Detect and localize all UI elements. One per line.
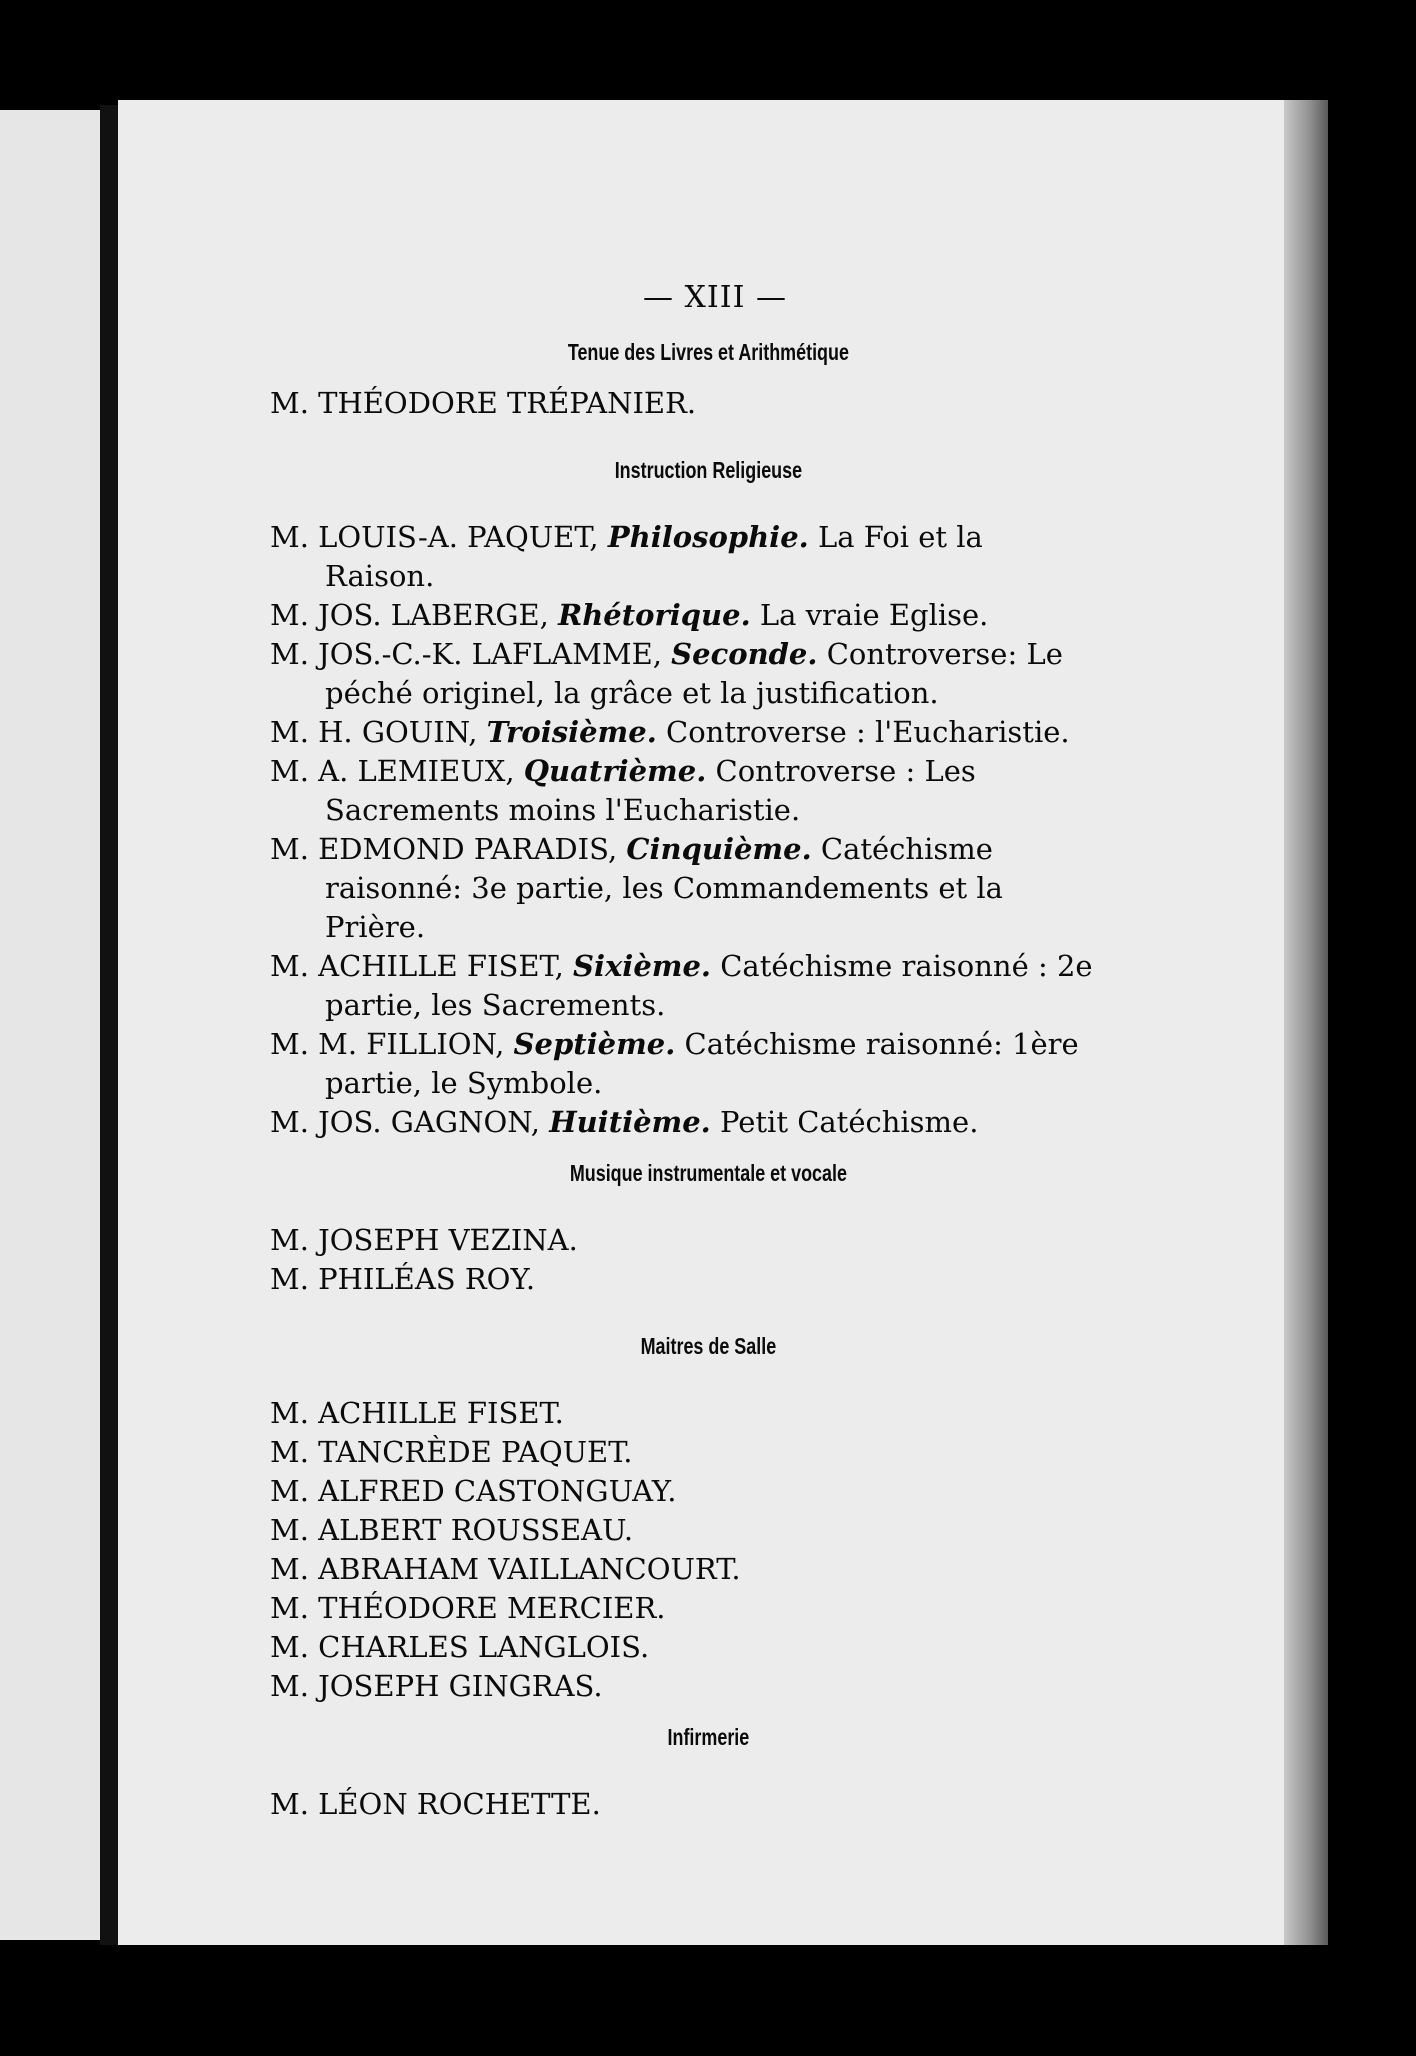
staff-entry — [270, 1589, 1100, 1628]
section-heading-bookkeeping: Tenue des Livres et Arithmétique — [567, 339, 849, 365]
staff-entry — [270, 1628, 1100, 1667]
staff-entry — [270, 1394, 1100, 1433]
staff-entry — [270, 1260, 1100, 1299]
staff-name: M. JOSEPH VEZINA. — [270, 1223, 578, 1257]
course-topic: Catéchisme raisonné: 3e partie, les Commandements et la Prière. — [325, 832, 1003, 944]
class-level: Huitième. — [549, 1105, 711, 1139]
staff-name: M. H. GOUIN, — [270, 715, 478, 749]
course-topic: La vraie Eglise. — [759, 598, 989, 632]
staff-name: M. JOS.-C.-K. LAFLAMME, — [270, 637, 662, 671]
staff-name: M. PHILÉAS ROY. — [270, 1262, 536, 1296]
class-level: Rhétorique. — [558, 598, 751, 632]
staff-entry — [270, 1433, 1100, 1472]
staff-name: M. ALFRED CASTONGUAY. — [270, 1474, 677, 1508]
staff-entry — [270, 1511, 1100, 1550]
section-heading-religion: Instruction Religieuse — [614, 457, 803, 483]
course-topic: Catéchisme raisonné : 2e partie, les Sacrements. — [325, 949, 1093, 1022]
staff-entry — [270, 713, 1100, 752]
staff-entry — [270, 384, 1100, 423]
staff-name: M. M. FILLION, — [270, 1027, 505, 1061]
staff-name: M. TANCRÈDE PAQUET. — [270, 1435, 633, 1469]
class-level: Philosophie. — [607, 520, 809, 554]
staff-entry — [270, 1103, 1100, 1142]
class-level: Cinquième. — [626, 832, 812, 866]
scan-border — [1328, 0, 1416, 2056]
staff-entry — [270, 1472, 1100, 1511]
class-level: Septième. — [513, 1027, 676, 1061]
staff-entry — [270, 1025, 1100, 1103]
staff-entry — [270, 1550, 1100, 1589]
staff-name: M. JOSEPH GINGRAS. — [270, 1669, 603, 1703]
staff-name: M. ALBERT ROUSSEAU. — [270, 1513, 634, 1547]
staff-entry — [270, 635, 1100, 713]
staff-entry — [270, 1785, 1100, 1824]
book-spine — [100, 105, 118, 1945]
page-content — [270, 280, 1100, 1824]
staff-name: M. EDMOND PARADIS, — [270, 832, 618, 866]
staff-entry — [270, 596, 1100, 635]
page-number: — XIII — — [643, 280, 787, 315]
course-topic: La Foi et la Raison. — [325, 520, 983, 593]
section-heading-infirmary: Infirmerie — [667, 1724, 750, 1750]
staff-name: M. A. LEMIEUX, — [270, 754, 515, 788]
staff-name: M. LÉON ROCHETTE. — [270, 1787, 601, 1821]
staff-entry — [270, 752, 1100, 830]
staff-entry — [270, 1221, 1100, 1260]
page-edge-shadow — [1284, 100, 1328, 1945]
staff-name: M. JOS. GAGNON, — [270, 1105, 540, 1139]
course-topic: Controverse : Les Sacrements moins l'Eucharistie. — [325, 754, 976, 827]
course-topic: Petit Catéchisme. — [720, 1105, 979, 1139]
staff-entry — [270, 947, 1100, 1025]
staff-name: M. CHARLES LANGLOIS. — [270, 1630, 650, 1664]
staff-entry — [270, 518, 1100, 596]
staff-name: M. ACHILLE FISET. — [270, 1396, 564, 1430]
section-heading-music: Musique instrumentale et vocale — [569, 1160, 847, 1186]
class-level: Seconde. — [671, 637, 818, 671]
staff-name: M. THÉODORE TRÉPANIER. — [270, 386, 697, 420]
class-level: Sixième. — [573, 949, 711, 983]
staff-name: M. LOUIS-A. PAQUET, — [270, 520, 599, 554]
facing-page-edge — [0, 110, 100, 1940]
staff-name: M. ABRAHAM VAILLANCOURT. — [270, 1552, 741, 1586]
staff-entry — [270, 1667, 1100, 1706]
staff-name: M. THÉODORE MERCIER. — [270, 1591, 666, 1625]
course-topic: Catéchisme raisonné: 1ère partie, le Symbole. — [325, 1027, 1079, 1100]
course-topic: Controverse: Le péché originel, la grâce et la justification. — [325, 637, 1063, 710]
staff-entry — [270, 830, 1100, 947]
staff-name: M. JOS. LABERGE, — [270, 598, 549, 632]
class-level: Troisième. — [486, 715, 657, 749]
class-level: Quatrième. — [523, 754, 707, 788]
staff-name: M. ACHILLE FISET, — [270, 949, 564, 983]
course-topic: Controverse : l'Eucharistie. — [666, 715, 1070, 749]
section-heading-masters: Maitres de Salle — [640, 1333, 777, 1359]
